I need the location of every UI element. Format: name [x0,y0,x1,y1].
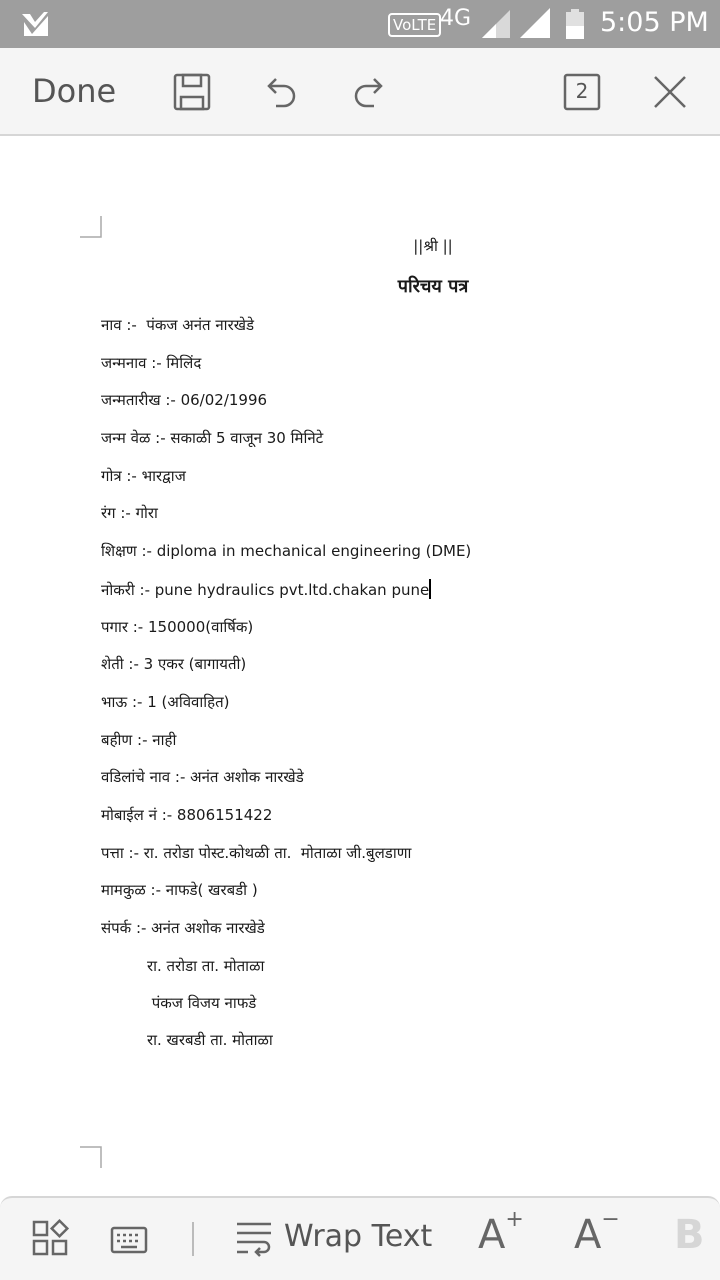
formatting-bar [0,1196,720,1280]
document-line: संपर्क :- अनंत अशोक नारखेडे [101,919,265,937]
status-time: 5:05 PM [600,7,709,38]
minus-icon: − [601,1206,620,1232]
document-line: शेती :- 3 एकर (बागायती) [101,655,247,673]
document-line: बहीण :- नाही [101,731,177,749]
document-line: रा. तरोडा ता. मोताळा [147,957,265,975]
page-count-value: 2 [575,79,589,103]
wrap-text-label: Wrap Text [284,1219,433,1254]
network-type: 4G [440,6,472,31]
document-line: जन्म वेळ :- सकाळी 5 वाजून 30 मिनिटे [101,429,324,447]
undo-icon[interactable] [258,70,302,114]
document-line: पगार :- 150000(वार्षिक) [101,618,254,636]
status-bar [0,0,720,48]
document-line: पत्ता :- रा. तरोडा पोस्ट.कोथळी ता. मोताळा जी.बुलडाणा [101,844,412,862]
document-line: नाव :- पंकज अनंत नारखेडे [101,316,255,334]
layout-icon[interactable] [30,1218,70,1258]
text-cursor [429,579,431,599]
document-line: वडिलांचे नाव :- अनंत अशोक नारखेडे [101,768,304,786]
crop-mark-top [80,216,102,238]
font-increase-button[interactable] [478,1206,524,1258]
volte-badge: VoLTE [388,13,441,37]
document-line: पंकज विजय नाफडे [147,994,257,1012]
font-decrease-button[interactable] [574,1206,620,1258]
document-line: रा. खरबडी ता. मोताळा [147,1031,273,1049]
wrap-text-icon [234,1216,274,1260]
document-page[interactable] [0,138,720,1196]
document-line: शिक्षण :- diploma in mechanical engineering (DME) [101,542,472,560]
page-count-button[interactable] [560,70,604,114]
font-increase-icon: A [478,1212,506,1258]
redo-icon[interactable] [348,70,392,114]
document-line: जन्मनाव :- मिलिंद [101,354,202,372]
signal-icon-2 [520,8,550,38]
toolbar-divider [192,1222,194,1256]
document-title: परिचय पत्र [397,276,469,297]
document-line: मोबाईल नं :- 8806151422 [101,806,273,824]
crop-mark-bottom [80,1146,102,1168]
document-line: भाऊ :- 1 (अविवाहित) [101,693,230,711]
plus-icon: + [505,1206,524,1232]
done-button[interactable]: Done [32,72,117,110]
document-line: गोत्र :- भारद्वाज [101,467,186,485]
document-line: नोकरी :- pune hydraulics pvt.ltd.chakan pune [101,581,430,599]
document-line: रंग :- गोरा [101,504,158,522]
document-line-cursor [101,579,431,600]
document-line: जन्मतारीख :- 06/02/1996 [101,391,268,409]
battery-icon [566,9,584,39]
close-icon[interactable] [648,70,692,114]
signal-icon [482,10,512,38]
font-decrease-icon: A [574,1212,602,1258]
bold-button[interactable]: B [674,1212,705,1258]
wrap-text-button[interactable] [234,1216,433,1260]
document-line: मामकुळ :- नाफडे( खरबडी ) [101,881,258,899]
save-icon[interactable] [170,70,214,114]
keyboard-icon[interactable] [109,1218,149,1258]
document-header: ||श्री || [413,237,453,255]
app-notification-icon [20,10,50,38]
editor-toolbar [0,48,720,136]
